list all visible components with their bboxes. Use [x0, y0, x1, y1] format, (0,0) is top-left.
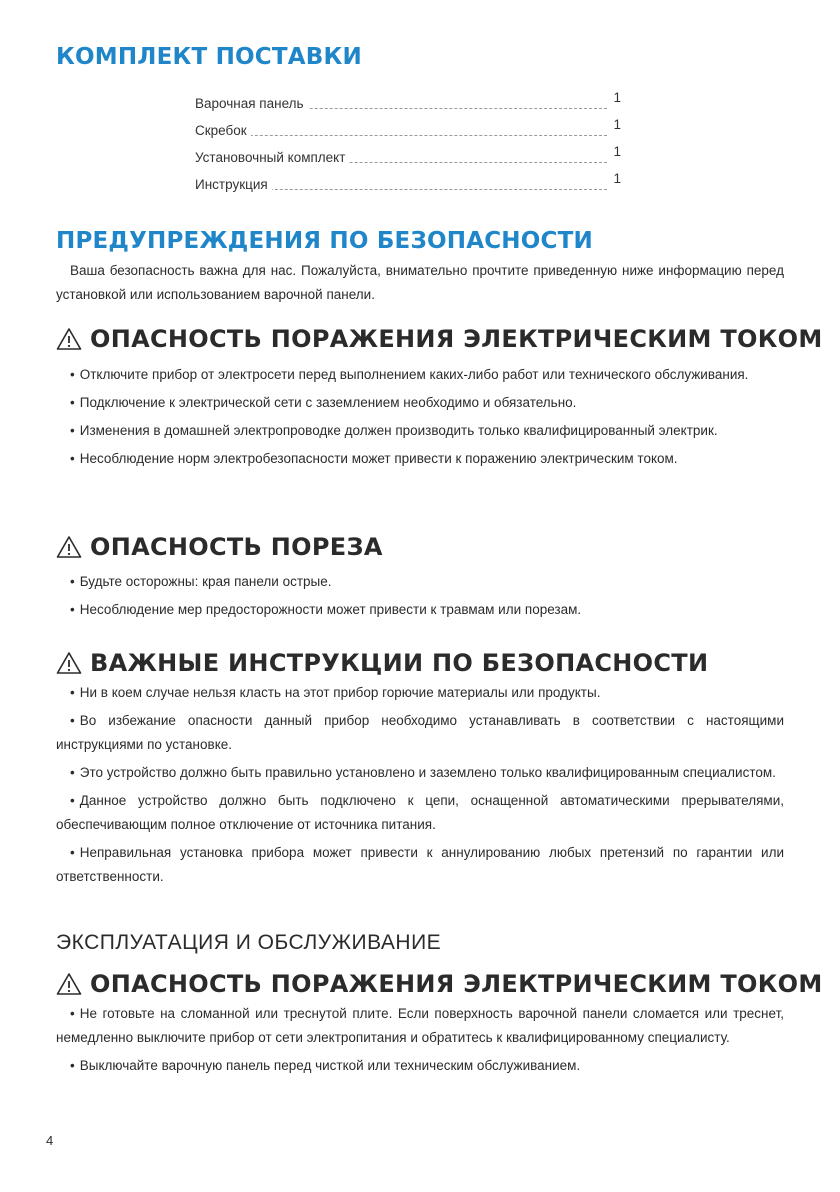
list-item: • Не готовьте на сломанной или треснутой плите. Если поверхность варочной панели сломается или треснет, немедленно выключите прибор от сети электропитания и обратитесь к квалифицированному специалисту.: [56, 1006, 784, 1045]
electric-title: ОПАСНОСТЬ ПОРАЖЕНИЯ ЭЛЕКТРИЧЕСКИМ ТОКОМ: [90, 325, 823, 353]
electric-heading: [56, 325, 823, 353]
supply-item-name: Варочная панель: [195, 96, 308, 111]
cut-heading: [56, 533, 383, 561]
supply-item-name: Установочный комплект: [195, 150, 349, 165]
important-title: ВАЖНЫЕ ИНСТРУКЦИИ ПО БЕЗОПАСНОСТИ: [90, 649, 709, 677]
list-item: • Данное устройство должно быть подключено к цепи, оснащенной автоматическими прерывателями, обеспечивающим полное отключение от источника питания.: [56, 793, 784, 832]
important-list: [56, 681, 784, 889]
important-heading: [56, 649, 708, 677]
list-item: • Изменения в домашней электропроводке должен производить только квалифицированный электрик.: [70, 423, 718, 438]
safety-title: ПРЕДУПРЕЖДЕНИЯ ПО БЕЗОПАСНОСТИ: [56, 228, 593, 254]
leader-dots: [195, 127, 607, 136]
warning-triangle-icon: [56, 972, 82, 996]
list-item: • Несоблюдение мер предосторожности может привести к травмам или порезам.: [70, 602, 582, 617]
supply-item-name: Инструкция: [195, 177, 272, 192]
list-item: • Отключите прибор от электросети перед выполнением каких-либо работ или технического обслуживания.: [70, 367, 749, 382]
operation-warning-heading: [56, 970, 823, 998]
list-item: • Несоблюдение норм электробезопасности может привести к поражению электрическим током.: [70, 451, 678, 466]
supply-item: [195, 90, 625, 116]
list-item: • Неправильная установка прибора может привести к аннулированию любых претензий по гарантии или ответственности.: [56, 845, 784, 884]
page-number: 4: [46, 1133, 54, 1148]
supply-item-qty: 1: [613, 144, 621, 159]
list-item: • Подключение к электрической сети с заземлением необходимо и обязательно.: [70, 395, 577, 410]
supply-item: [195, 117, 625, 143]
supply-title: КОМПЛЕКТ ПОСТАВКИ: [56, 44, 362, 70]
supply-item-name: Скребок: [195, 123, 251, 138]
electric-list: [56, 363, 784, 471]
supply-item: [195, 171, 625, 197]
supply-item-qty: 1: [613, 171, 621, 186]
operation-list: [56, 1002, 784, 1078]
warning-triangle-icon: [56, 651, 82, 675]
list-item: • Ни в коем случае нельзя класть на этот прибор горючие материалы или продукты.: [70, 685, 601, 700]
list-item: • Будьте осторожны: края панели острые.: [70, 574, 332, 589]
warning-triangle-icon: [56, 535, 82, 559]
supply-item-qty: 1: [613, 117, 621, 132]
operation-title: ЭКСПЛУАТАЦИЯ И ОБСЛУЖИВАНИЕ: [56, 931, 442, 954]
cut-list: [56, 570, 784, 622]
operation-warning-title: ОПАСНОСТЬ ПОРАЖЕНИЯ ЭЛЕКТРИЧЕСКИМ ТОКОМ: [90, 970, 823, 998]
supply-item: [195, 144, 625, 170]
safety-intro: Ваша безопасность важна для нас. Пожалуйста, внимательно прочтите приведенную ниже информацию перед установкой или использованием варочной панели.: [56, 263, 784, 302]
list-item: • Это устройство должно быть правильно установлено и заземлено только квалифицированным специалистом.: [70, 765, 776, 780]
cut-title: ОПАСНОСТЬ ПОРЕЗА: [90, 533, 383, 561]
list-item: • Выключайте варочную панель перед чисткой или техническим обслуживанием.: [70, 1058, 581, 1073]
warning-triangle-icon: [56, 327, 82, 351]
supply-item-qty: 1: [613, 90, 621, 105]
list-item: • Во избежание опасности данный прибор необходимо устанавливать в соответствии с настоящими инструкциями по установке.: [56, 713, 784, 752]
